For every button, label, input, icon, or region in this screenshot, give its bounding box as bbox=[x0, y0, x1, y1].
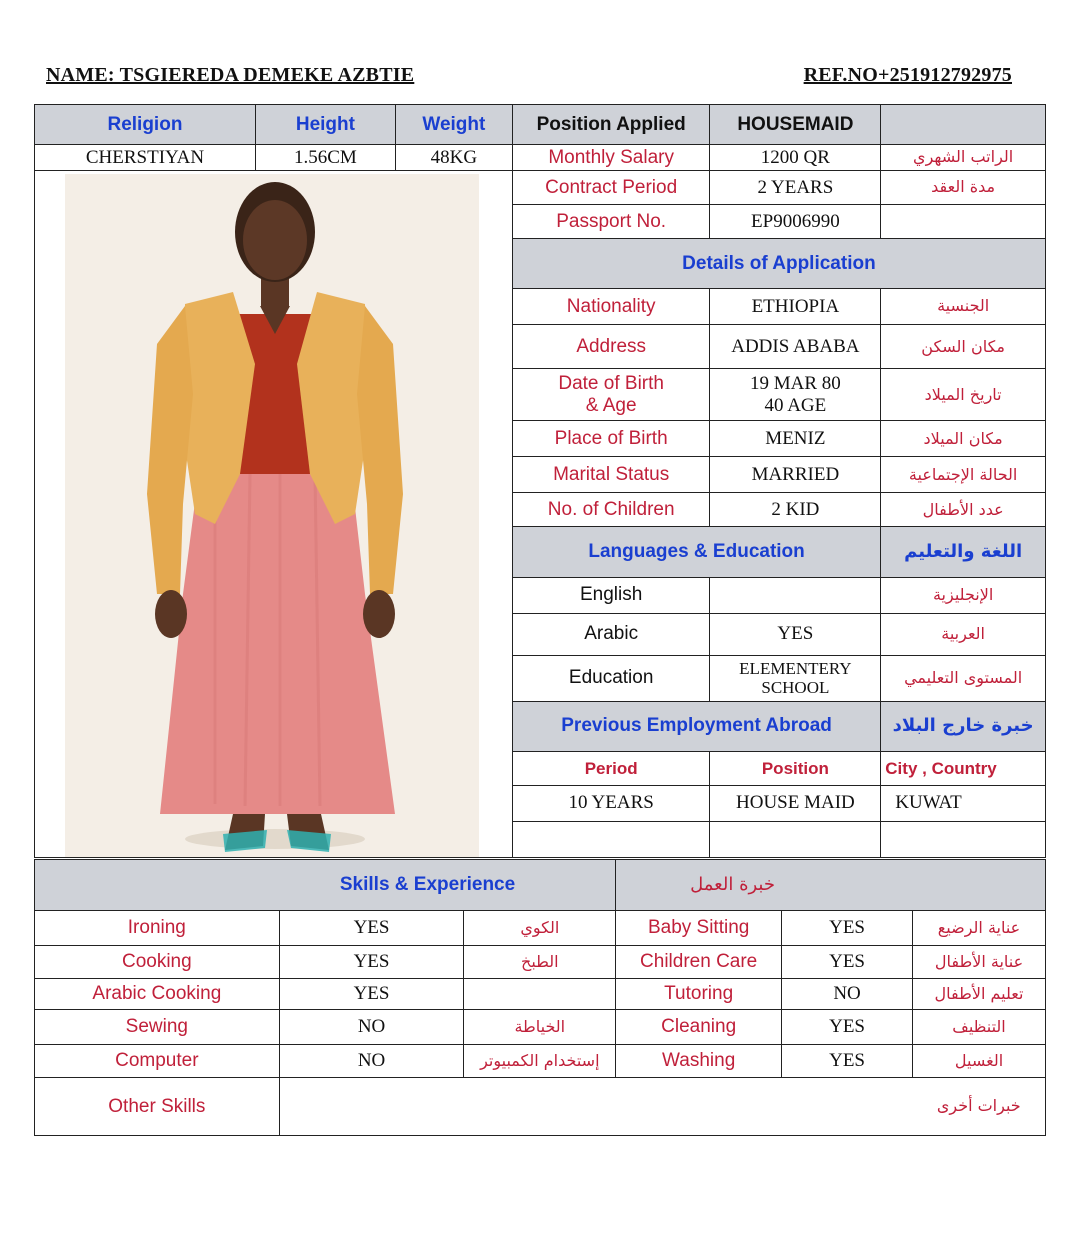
address-label: Address bbox=[512, 325, 710, 369]
skill-washing-ar: الغسيل bbox=[913, 1045, 1046, 1078]
skill-tutoring: Tutoring bbox=[616, 979, 782, 1010]
skill-cleaning: Cleaning bbox=[616, 1010, 782, 1045]
other-skills-label: Other Skills bbox=[35, 1078, 280, 1136]
birthplace-ar: مكان الميلاد bbox=[881, 421, 1046, 457]
skill-cooking-value: YES bbox=[279, 946, 464, 979]
skill-children-care-value: YES bbox=[782, 946, 913, 979]
skill-ironing-ar: الكوي bbox=[464, 911, 616, 946]
skill-arabic-cooking-ar bbox=[464, 979, 616, 1010]
nationality-label: Nationality bbox=[512, 289, 710, 325]
skills-title: Skills & Experience bbox=[35, 860, 616, 911]
employment-period: 10 YEARS bbox=[512, 785, 710, 821]
other-skills-ar: خبرات أخرى bbox=[913, 1078, 1046, 1136]
nationality-ar: الجنسية bbox=[881, 289, 1046, 325]
skill-cleaning-value: YES bbox=[782, 1010, 913, 1045]
employment-empty-3 bbox=[881, 821, 1046, 857]
nationality-value: ETHIOPIA bbox=[710, 289, 881, 325]
position-applied-value: HOUSEMAID bbox=[710, 105, 881, 145]
employment-position: HOUSE MAID bbox=[710, 785, 881, 821]
skill-computer-ar: إستخدام الكمبيوتر bbox=[464, 1045, 616, 1078]
skill-arabic-cooking-value: YES bbox=[279, 979, 464, 1010]
passport-label: Passport No. bbox=[512, 205, 710, 239]
candidate-photo bbox=[65, 174, 479, 857]
birthplace-label: Place of Birth bbox=[512, 421, 710, 457]
birthplace-value: MENIZ bbox=[710, 421, 881, 457]
education-line1: ELEMENTERY bbox=[739, 658, 852, 678]
arabic-label: Arabic bbox=[512, 613, 710, 655]
arabic-ar: العربية bbox=[881, 613, 1046, 655]
religion-label: Religion bbox=[35, 105, 256, 145]
skill-sewing-ar: الخياطة bbox=[464, 1010, 616, 1045]
salary-label: Monthly Salary bbox=[512, 145, 710, 171]
skill-cleaning-ar: التنظيف bbox=[913, 1010, 1046, 1045]
contract-label: Contract Period bbox=[512, 171, 710, 205]
marital-value: MARRIED bbox=[710, 457, 881, 493]
dob-label bbox=[512, 369, 710, 421]
employment-col-period: Period bbox=[512, 751, 710, 785]
employment-empty-2 bbox=[710, 821, 881, 857]
employment-empty-1 bbox=[512, 821, 710, 857]
children-value: 2 KID bbox=[710, 493, 881, 527]
skills-table bbox=[34, 859, 1046, 1136]
english-label: English bbox=[512, 577, 710, 613]
skill-sewing-value: NO bbox=[279, 1010, 464, 1045]
salary-ar: الراتب الشهري bbox=[881, 145, 1046, 171]
skill-ironing: Ironing bbox=[35, 911, 280, 946]
contract-ar: مدة العقد bbox=[881, 171, 1046, 205]
contract-value: 2 YEARS bbox=[710, 171, 881, 205]
skill-arabic-cooking: Arabic Cooking bbox=[35, 979, 280, 1010]
skill-tutoring-value: NO bbox=[782, 979, 913, 1010]
salary-value: 1200 QR bbox=[710, 145, 881, 171]
employment-col-city: City , Country bbox=[881, 751, 1046, 785]
skill-children-care-ar: عناية الأطفال bbox=[913, 946, 1046, 979]
main-table bbox=[34, 104, 1046, 858]
skill-baby-sitting-value: YES bbox=[782, 911, 913, 946]
children-ar: عدد الأطفال bbox=[881, 493, 1046, 527]
skill-tutoring-ar: تعليم الأطفال bbox=[913, 979, 1046, 1010]
skill-computer-value: NO bbox=[279, 1045, 464, 1078]
height-value: 1.56CM bbox=[255, 145, 395, 171]
dob-label-line1: Date of Birth bbox=[558, 372, 664, 394]
passport-ar bbox=[881, 205, 1046, 239]
weight-label: Weight bbox=[395, 105, 512, 145]
dob-age: 40 AGE bbox=[764, 394, 827, 416]
languages-title-ar: اللغة والتعليم bbox=[881, 527, 1046, 577]
dob-value bbox=[710, 369, 881, 421]
skill-ironing-value: YES bbox=[279, 911, 464, 946]
skill-washing: Washing bbox=[616, 1045, 782, 1078]
languages-title: Languages & Education bbox=[512, 527, 880, 577]
english-ar: الإنجليزية bbox=[881, 577, 1046, 613]
employment-title: Previous Employment Abroad bbox=[512, 701, 880, 751]
address-ar: مكان السكن bbox=[881, 325, 1046, 369]
marital-ar: الحالة الإجتماعية bbox=[881, 457, 1046, 493]
skill-sewing: Sewing bbox=[35, 1010, 280, 1045]
candidate-name: NAME: TSGIEREDA DEMEKE AZBTIE bbox=[46, 64, 415, 86]
employment-country: KUWAT bbox=[881, 785, 1046, 821]
children-label: No. of Children bbox=[512, 493, 710, 527]
skill-baby-sitting: Baby Sitting bbox=[616, 911, 782, 946]
dob-date: 19 MAR 80 bbox=[749, 372, 841, 394]
skill-cooking: Cooking bbox=[35, 946, 280, 979]
dob-ar: تاريخ الميلاد bbox=[881, 369, 1046, 421]
reference-number: REF.NO+251912792975 bbox=[803, 64, 1012, 86]
other-skills-value bbox=[279, 1078, 912, 1136]
employment-col-position: Position bbox=[710, 751, 881, 785]
weight-value: 48KG bbox=[395, 145, 512, 171]
position-applied-label: Position Applied bbox=[512, 105, 710, 145]
skills-title-ar: خبرة العمل bbox=[616, 860, 1046, 911]
marital-label: Marital Status bbox=[512, 457, 710, 493]
person-portrait-icon bbox=[65, 174, 479, 857]
education-value bbox=[710, 655, 881, 701]
skill-cooking-ar: الطبخ bbox=[464, 946, 616, 979]
employment-title-ar: خبرة خارج البلاد bbox=[881, 701, 1046, 751]
arabic-value: YES bbox=[710, 613, 881, 655]
dob-label-line2: & Age bbox=[585, 394, 637, 416]
passport-value: EP9006990 bbox=[710, 205, 881, 239]
photo-cell bbox=[35, 171, 513, 858]
skill-computer: Computer bbox=[35, 1045, 280, 1078]
height-label: Height bbox=[255, 105, 395, 145]
english-value bbox=[710, 577, 881, 613]
skill-washing-value: YES bbox=[782, 1045, 913, 1078]
education-line2: SCHOOL bbox=[761, 678, 830, 698]
address-value: ADDIS ABABA bbox=[710, 325, 881, 369]
skill-baby-sitting-ar: عناية الرضيع bbox=[913, 911, 1046, 946]
religion-value: CHERSTIYAN bbox=[35, 145, 256, 171]
position-applied-ar bbox=[881, 105, 1046, 145]
details-title: Details of Application bbox=[512, 239, 1045, 289]
education-ar: المستوى التعليمي bbox=[881, 655, 1046, 701]
skill-children-care: Children Care bbox=[616, 946, 782, 979]
education-label: Education bbox=[512, 655, 710, 701]
